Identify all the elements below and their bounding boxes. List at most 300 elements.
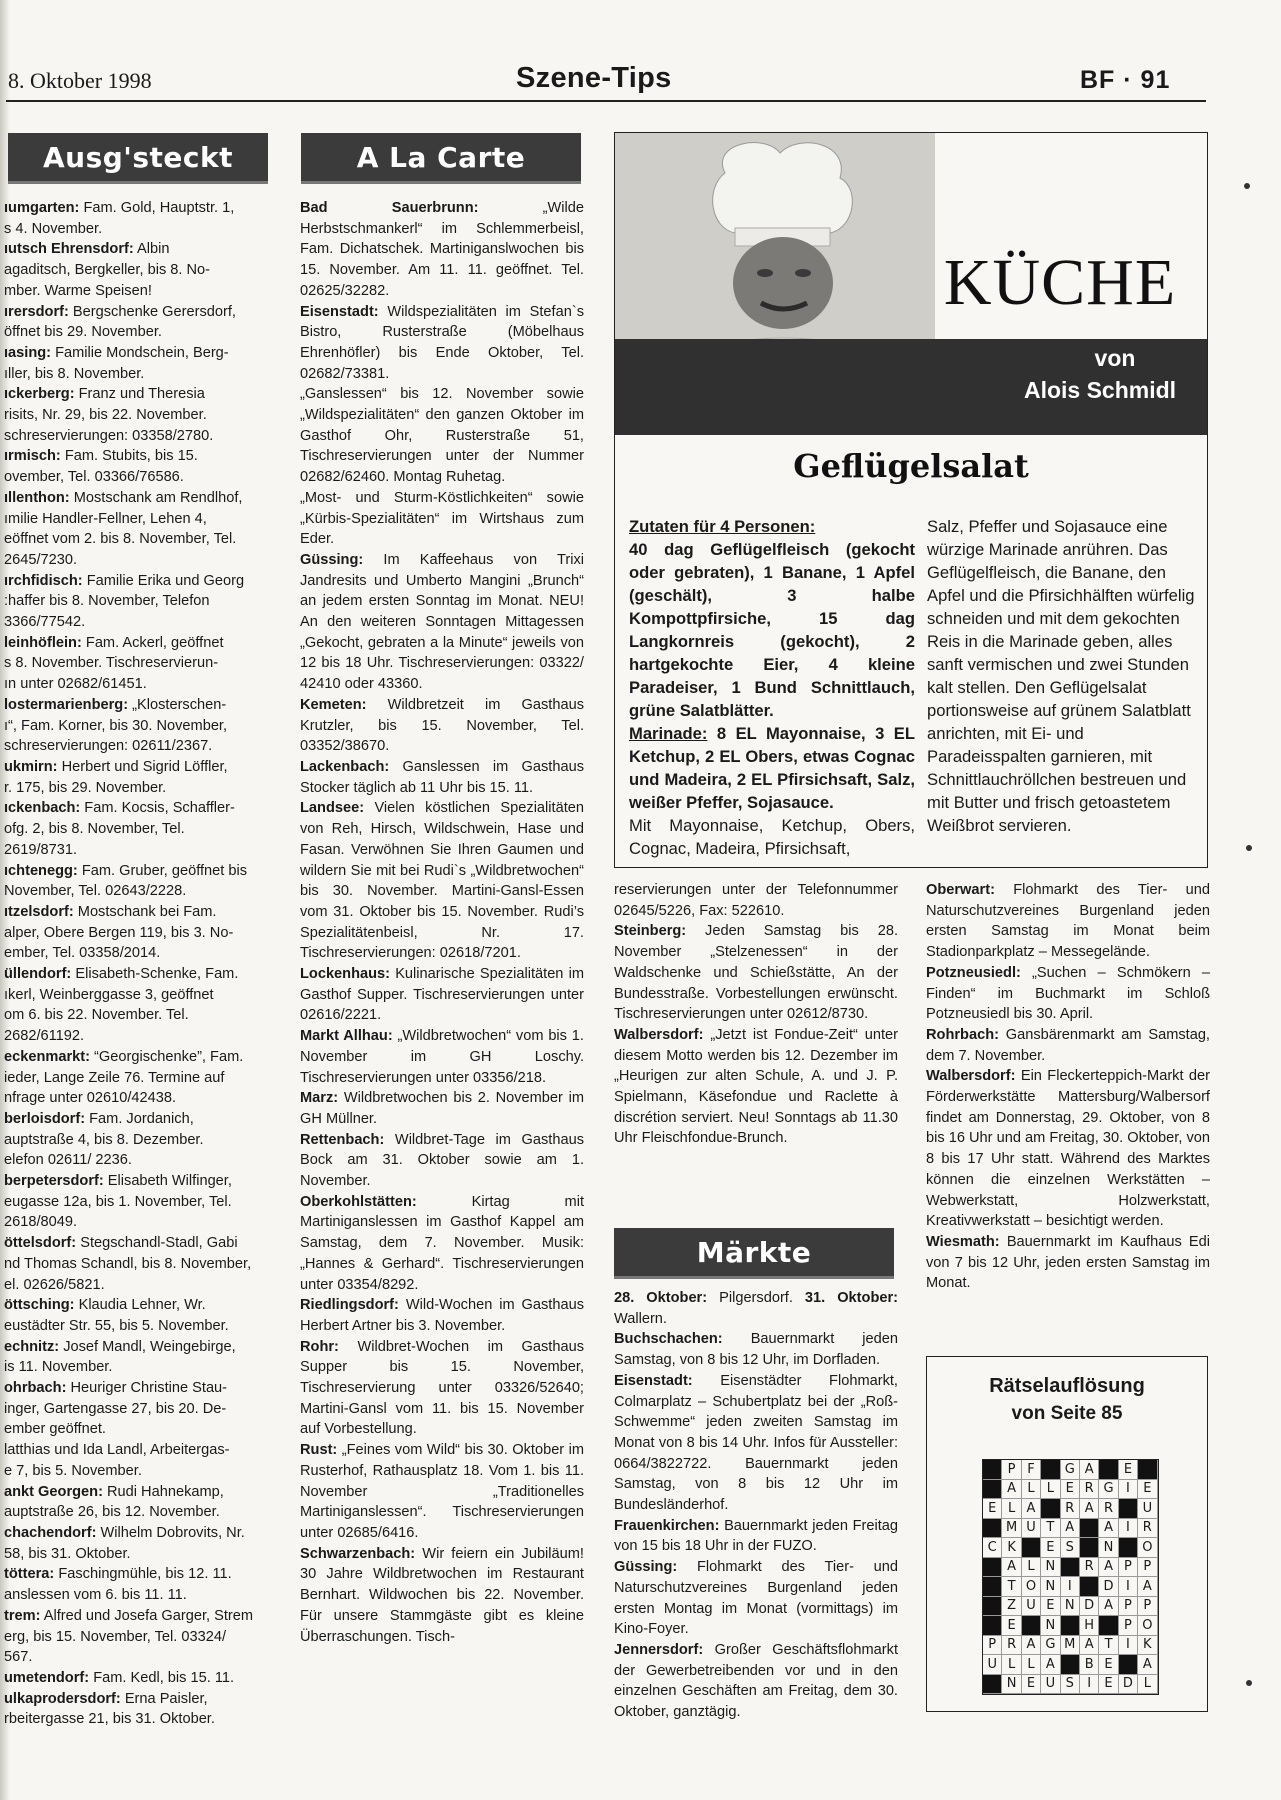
place-name: trem: (4, 1607, 41, 1624)
carte-entry (300, 798, 584, 964)
letter-cell: A (1041, 1655, 1060, 1675)
entry-text: „Most- und Sturm-Köstlichkeiten“ sowie „Kürbis-Spezialitäten“ im Wirtshaus zum Eder. (300, 489, 584, 548)
ausgsteckt-line (4, 1337, 272, 1358)
ausgsteckt-line (4, 488, 272, 509)
section-heading-maerkte: Märkte (614, 1228, 894, 1276)
place-name: Oberkohlstätten: (300, 1193, 417, 1210)
letter-cell: E (1041, 1597, 1060, 1617)
ausgsteckt-line (4, 1233, 272, 1254)
place-name: ırersdorf: (4, 303, 69, 320)
letter-cell: P (1002, 1460, 1021, 1480)
ausgsteckt-line (4, 384, 272, 405)
ausgsteckt-line (4, 1378, 272, 1399)
entry-text: agaditsch, Bergkeller, bis 8. No- (4, 262, 211, 279)
ausgsteckt-line (4, 219, 272, 240)
letter-cell: E (1138, 1480, 1157, 1500)
black-cell (983, 1675, 1002, 1695)
ausgsteckt-line (4, 1212, 272, 1233)
place-name: Eisenstadt: (614, 1372, 693, 1389)
letter-cell: L (1041, 1480, 1060, 1500)
entry-text: Elisabeth Wilfinger, (103, 1173, 232, 1190)
place-name: berloisdorf: (4, 1110, 86, 1127)
ausgsteckt-line (4, 612, 272, 633)
place-name: Rust: (300, 1442, 338, 1459)
ausgsteckt-line (4, 1295, 272, 1316)
place-name: öttelsdorf: (4, 1235, 77, 1252)
entry-text: „Feines vom Wild“ bis 30. Oktober im Rusterhof, Rathausplatz 18. Vom 1. bis 11. November „Traditionelles Martiniganslessen“. Tischreservierungen unter 02685/6416. (300, 1442, 584, 1541)
ingredients-list: 40 dag Geflügelfleisch (gekocht oder gebraten), 1 Banane, 1 Apfel (geschält), 3 halbe Kompottpfirsiche, 15 dag Langkornreis (gekocht), 2 hartgekochte Eier, 4 kleine Paradeiser, 1 Bund Schnittlauch, grüne Salatblätter. (629, 540, 915, 720)
letter-cell: G (1041, 1636, 1060, 1656)
market-entry (614, 1329, 898, 1370)
entry-text: eustädter Str. 55, bis 5. November. (4, 1317, 229, 1334)
letter-cell: D (1099, 1577, 1118, 1597)
entry-text: Wir feiern ein Jubiläum! 30 Jahre Wildbretwochen im Restaurant Bernhart. Wildwochen bis 22. November. Für unsere Stammgäste gibt es kleine Überraschungen. Tisch- (300, 1545, 584, 1645)
ausgsteckt-line (4, 902, 272, 923)
entry-text: ovember, Tel. 03366/76586. (4, 469, 184, 486)
maerkte-column (614, 1288, 898, 1723)
entry-text: 567. (4, 1649, 33, 1666)
ausgsteckt-line (4, 1419, 272, 1440)
place-name: ukmirn: (4, 758, 58, 775)
letter-cell: N (1061, 1597, 1080, 1617)
entry-text: ıller, bis 8. November. (4, 365, 145, 382)
place-name: ıtzelsdorf: (4, 903, 74, 920)
carte-entry (300, 964, 584, 1026)
black-cell (983, 1460, 1002, 1480)
entry-text: 2645/7230. (4, 551, 78, 568)
place-name: ıckenbach: (4, 800, 81, 817)
ausgsteckt-line (4, 509, 272, 530)
place-name: Jennersdorf: (614, 1641, 704, 1658)
place-name: Lackenbach: (300, 758, 390, 775)
entry-text: erg, bis 15. November, Tel. 03324/ (4, 1628, 227, 1645)
market-entry (614, 1288, 898, 1329)
ausgsteckt-line (4, 198, 272, 219)
ausgsteckt-line (4, 1068, 272, 1089)
black-cell (1080, 1577, 1099, 1597)
entry-text: Bauernmarkt jeden Samstag, von 8 bis 12 Uhr, im Dorfladen. (614, 1331, 898, 1369)
entry-text: risits, Nr. 29, bis 22. November. (4, 407, 207, 424)
ausgsteckt-line (4, 1005, 272, 1026)
entry-text: Fam. Jordanich, (85, 1110, 194, 1127)
letter-cell: N (1099, 1538, 1118, 1558)
carte-entry (614, 921, 898, 1025)
entry-text: Familie Mondschein, Berg- (51, 344, 229, 361)
letter-cell: A (1099, 1558, 1118, 1578)
puzzle-title: Rätselauflösung (989, 1375, 1145, 1397)
method-right: Salz, Pfeffer und Sojasauce eine würzige Marinade anrühren. Das Geflügelfleisch, die Banane, den Apfel und die Pfirsichhälften würfelig schneiden und mit dem gekochten Reis in die Marinade geben, alles sanft vermischen und zwei Stunden kalt stellen. Den Geflügelsalat portionsweise auf grünem Salatblatt anrichten, mit Ei- und Paradeisspalten garnieren, mit Schnittlauchröllchen bestreuen und mit Butter und frisch getoastetem Weißbrot servieren. (927, 517, 1195, 835)
ausgsteckt-line (4, 653, 272, 674)
letter-cell: K (1002, 1538, 1021, 1558)
entry-text: Wild-Wochen im Gasthaus Herbert Artner bis 3. November. (300, 1297, 584, 1334)
ausgsteckt-line (4, 943, 272, 964)
place-name: lostermarienberg: (4, 696, 129, 713)
letter-cell: A (1080, 1636, 1099, 1656)
ausgsteckt-line (4, 529, 272, 550)
entry-text: Ein Fleckerteppich-Markt der Förderwerkstätte Mattersburg/Walbersorf findet am Donnerstag, 29. Oktober, von 8 bis 16 Uhr und am Freitag, 30. Oktober, von 8 bis 17 Uhr statt. Während des Marktes können die einzelnen Werkstätten – Webwerkstatt, Holzwerkstatt, Kreativwerkstatt – besichtigt werden. (926, 1068, 1210, 1230)
letter-cell: D (1119, 1675, 1138, 1695)
entry-text: ieder, Lange Zeile 76. Termine auf (4, 1069, 225, 1086)
ausgsteckt-line (4, 1564, 272, 1585)
entry-text: Wildspezialitäten im Stefan`s Bistro, Rusterstraße (Möbelhaus Ehrenhöfler) bis Ende Oktober, Tel. 02682/73381. (300, 303, 584, 382)
entry-text: nfrage unter 02610/42438. (4, 1090, 177, 1107)
letter-cell: E (1099, 1675, 1118, 1695)
author-von: von (1094, 345, 1136, 371)
black-cell (983, 1558, 1002, 1578)
place-name: ırchfidisch: (4, 572, 83, 589)
margin-mark (1246, 1680, 1252, 1686)
entry-text: „Suchen – Schmökern – Finden“ im Buchmarkt im Schloß Potzneusiedl bis 30. April. (926, 964, 1210, 1023)
black-cell (1061, 1655, 1080, 1675)
place-name: chachendorf: (4, 1525, 97, 1541)
letter-cell: E (983, 1499, 1002, 1519)
place-name: töttera: (4, 1566, 55, 1583)
ausgsteckt-line (4, 1502, 272, 1523)
ausgsteckt-line (4, 1275, 272, 1296)
letter-cell: R (1002, 1636, 1021, 1656)
entry-text: ember geöffnet. (4, 1421, 106, 1438)
entry-text: Bauernmarkt im Kaufhaus Edi von 7 bis 12 Uhr, jeden ersten Samstag im Monat. (926, 1233, 1210, 1292)
ausgsteckt-line (4, 1689, 272, 1710)
place-name: Walbersdorf: (614, 1026, 704, 1043)
place-name: berpetersdorf: (4, 1173, 104, 1190)
entry-text: Wildbret-Wochen im Gasthaus Supper bis 15. November, Tischreservierung unter 03326/52640; Martini-Gansl vom 11. bis 15. November auf Vorbestellung. (300, 1338, 584, 1438)
marinade-list: 8 EL Mayonnaise, 3 EL Ketchup, 2 EL Obers, etwas Cognac und Madeira, 2 EL Pfirsichsaft, Salz, weißer Pfeffer, Sojasauce. (629, 724, 915, 812)
entry-text: auptstraße 26, bis 12. November. (4, 1504, 220, 1521)
place-name: ulkaprodersdorf: (4, 1690, 121, 1707)
market-entry (614, 1557, 898, 1640)
ausgsteckt-line (4, 1544, 272, 1565)
ausgsteckt-column (4, 198, 272, 1730)
entry-text: ın unter 02682/61451. (4, 676, 147, 693)
place-name: Rohr: (300, 1338, 339, 1355)
letter-cell: I (1119, 1480, 1138, 1500)
letter-cell: I (1119, 1519, 1138, 1539)
entry-text: schreservierungen: 02611/2367. (4, 738, 213, 755)
entry-text: „Klosterschen- (128, 696, 227, 713)
place-name: ıchtenegg: (4, 862, 78, 879)
ausgsteckt-line (4, 923, 272, 944)
entry-text: el. 02626/5821. (4, 1276, 105, 1293)
ausgsteckt-line (4, 302, 272, 323)
letter-cell: A (1080, 1460, 1099, 1480)
ausgsteckt-line (4, 1171, 272, 1192)
place-name: 31. Oktober: (804, 1290, 899, 1306)
place-name: Güssing: (614, 1559, 678, 1576)
letter-cell: A (1022, 1499, 1041, 1519)
letter-cell: A (1080, 1499, 1099, 1519)
entry-text: Ganslessen im Gasthaus Stocker täglich ab 11 Uhr bis 15. 11. (300, 758, 584, 796)
crossword-grid (982, 1459, 1159, 1695)
puzzle-solution-box (926, 1356, 1208, 1712)
entry-text: rbeitergasse 21, bis 31. Oktober. (4, 1711, 215, 1728)
carte-entry (300, 1295, 584, 1336)
entry-text: reservierungen unter der Telefonnummer 02645/5226, Fax: 522610. (614, 882, 898, 919)
letter-cell: I (1119, 1636, 1138, 1656)
letter-cell: P (1119, 1616, 1138, 1636)
letter-cell: U (1022, 1519, 1041, 1539)
market-entry (926, 1025, 1210, 1066)
letter-cell: N (1041, 1558, 1060, 1578)
entry-text: s 8. November. Tischreservierun- (4, 655, 219, 672)
carte-entry (300, 1440, 584, 1544)
ausgsteckt-line (4, 446, 272, 467)
place-name: Schwarzenbach: (300, 1545, 416, 1562)
letter-cell: I (1119, 1577, 1138, 1597)
carte-entry (300, 302, 584, 385)
entry-text: anslessen vom 6. bis 11. 11. (4, 1587, 187, 1604)
letter-cell: E (1099, 1655, 1118, 1675)
place-name: Walbersdorf: (926, 1068, 1016, 1085)
entry-text: r. 175, bis 29. November. (4, 779, 167, 796)
letter-cell: K (1138, 1636, 1157, 1656)
letter-cell: E (1022, 1675, 1041, 1695)
letter-cell: P (983, 1636, 1002, 1656)
carte-entry (300, 695, 584, 757)
ausgsteckt-line (4, 1709, 272, 1730)
maerkte-column-right (926, 880, 1210, 1294)
entry-text: Fam. Gruber, geöffnet bis (77, 862, 248, 879)
entry-text: „Jetzt ist Fondue-Zeit“ unter diesem Motto werden bis 12. Dezember im „Heurigen zur alten Schule, A. und J. P. Spielmann, Käsefondue und Raclette à discrétion serviert. Neu! Sonntags ab 11.30 Uhr Fleischfondue-Brunch. (614, 1026, 898, 1147)
entry-text: Albin (133, 241, 170, 258)
place-name: Oberwart: (926, 882, 995, 898)
letter-cell: Z (1002, 1597, 1021, 1617)
entry-text: „Wilde Herbstschmankerl“ im Schlemmerbeisl, Fam. Dichatschek. Martiniganslwochen bis 15. November. Am 11. 11. geöffnet. Tel. 02625/32282. (300, 200, 584, 299)
ausgsteckt-line (4, 861, 272, 882)
entry-text: Stegschandl-Stadl, Gabi (76, 1235, 238, 1252)
letter-cell: L (1002, 1499, 1021, 1519)
place-name: Wiesmath: (926, 1233, 1000, 1250)
entry-text: nd Thomas Schandl, bis 8. November, (4, 1255, 252, 1272)
a-la-carte-column (300, 198, 584, 1647)
carte-entry (300, 1026, 584, 1088)
ausgsteckt-line (4, 343, 272, 364)
black-cell (1080, 1519, 1099, 1539)
entry-text: Vielen köstlichen Spezialitäten von Reh, Hirsch, Wildschwein, Hase und Fasan. Verwöhnen Sie Ihren Gaumen und wildern Sie mit bei Rudi`s „Wildbretwochen“ bis 30. November. Martini-Gansl-Essen vom 31. Oktober bis 15. November. Rudi’s Spezialitätenbeisl, Nr. 17. Tischreservierungen: 02618/7201. (300, 800, 584, 962)
letter-cell: E (1061, 1480, 1080, 1500)
letter-cell: L (1022, 1655, 1041, 1675)
letter-cell: M (1002, 1519, 1021, 1539)
letter-cell: T (1041, 1519, 1060, 1539)
entry-text: schreservierungen: 03358/2780. (4, 427, 214, 444)
entry-text: November, Tel. 02643/2228. (4, 883, 187, 900)
letter-cell: G (1061, 1460, 1080, 1480)
ausgsteckt-line (4, 260, 272, 281)
place-name: öttsching: (4, 1297, 75, 1314)
author-name: Alois Schmidl (1023, 377, 1177, 403)
ausgsteckt-line (4, 364, 272, 385)
market-entry (926, 963, 1210, 1025)
letter-cell: R (1138, 1519, 1157, 1539)
recipe-box (614, 132, 1208, 868)
place-name: Riedlingsdorf: (300, 1297, 399, 1314)
carte-entry (300, 1130, 584, 1192)
place-name: ıckerberg: (4, 386, 75, 403)
place-name: Marz: (300, 1090, 339, 1107)
place-name: ıllenthon: (4, 489, 70, 506)
ausgsteckt-line (4, 239, 272, 260)
ausgsteckt-line (4, 695, 272, 716)
entry-text: Pilgersdorf. (707, 1290, 805, 1306)
black-cell (1119, 1655, 1138, 1675)
letter-cell: O (1138, 1538, 1157, 1558)
place-name: umetendorf: (4, 1669, 90, 1686)
black-cell (1138, 1460, 1157, 1480)
entry-text: Bauernmarkt jeden Freitag von 15 bis 18 Uhr in der FUZO. (614, 1517, 898, 1555)
entry-text: Fam. Kocsis, Schaffler- (80, 800, 235, 817)
letter-cell: U (1041, 1675, 1060, 1695)
ausgsteckt-line (4, 964, 272, 985)
letter-cell: F (1022, 1460, 1041, 1480)
letter-cell: N (1041, 1616, 1060, 1636)
entry-text: eöffnet vom 2. bis 8. November, Tel. (4, 531, 237, 548)
black-cell (1041, 1499, 1060, 1519)
black-cell (1061, 1616, 1080, 1636)
letter-cell: R (1061, 1499, 1080, 1519)
place-name: Markt Allhau: (300, 1028, 393, 1045)
entry-text: 2682/61192. (4, 1028, 85, 1045)
carte-entry (300, 198, 584, 302)
ausgsteckt-line (4, 1440, 272, 1461)
entry-text: is 11. November. (4, 1359, 113, 1376)
market-entry (614, 1516, 898, 1557)
place-name: ohrbach: (4, 1380, 67, 1397)
letter-cell: R (1080, 1558, 1099, 1578)
place-name: 28. Oktober: (614, 1290, 708, 1306)
letter-cell: M (1061, 1636, 1080, 1656)
recipe-method (927, 515, 1195, 837)
entry-text: Klaudia Lehner, Wr. (74, 1297, 206, 1314)
letter-cell: P (1138, 1597, 1157, 1617)
entry-text: 2618/8049. (4, 1214, 78, 1231)
ausgsteckt-line (4, 550, 272, 571)
entry-text: mber. Warme Speisen! (4, 282, 152, 299)
entry-text: ımilie Handler-Fellner, Lehen 4, (4, 510, 207, 527)
market-entry (926, 880, 1210, 963)
letter-cell: P (1119, 1597, 1138, 1617)
entry-text: Großer Geschäftsflohmarkt der Gewerbetreibenden vor und in den einzelnen Geschäften am Freitag, dem 30. Oktober, ganztägig. (614, 1641, 898, 1721)
black-cell (1061, 1558, 1080, 1578)
entry-text: Alfred und Josefa Garger, Strem (40, 1607, 254, 1624)
letter-cell: O (1022, 1577, 1041, 1597)
header-rule (6, 100, 1206, 102)
entry-text: Wallern. (614, 1310, 667, 1327)
ausgsteckt-line (4, 1627, 272, 1648)
ausgsteckt-line (4, 1130, 272, 1151)
black-cell (1119, 1499, 1138, 1519)
letter-cell: A (1022, 1636, 1041, 1656)
place-name: Rohrbach: (926, 1026, 999, 1043)
entry-text: latthias und Ida Landl, Arbeitergas- (4, 1442, 230, 1459)
place-name: Güssing: (300, 551, 364, 568)
entry-text: ıkerl, Weinberggasse 3, geöffnet (4, 986, 214, 1003)
ausgsteckt-line (4, 1668, 272, 1689)
letter-cell: C (983, 1538, 1002, 1558)
letter-cell: E (1041, 1538, 1060, 1558)
entry-text: Wilhelm Dobrovits, Nr. (96, 1525, 245, 1541)
place-name: ankt Georgen: (4, 1483, 103, 1500)
page-number: BF · 91 (1080, 66, 1171, 94)
entry-text: Kulinarische Spezialitäten im Gasthof Supper. Tischreservierungen unter 02616/2221. (300, 966, 584, 1024)
letter-cell: I (1080, 1675, 1099, 1695)
place-name: Buchschachen: (614, 1331, 723, 1348)
letter-cell: N (1002, 1675, 1021, 1695)
entry-text: Wildbret-Tage im Gasthaus Bock am 31. Oktober sowie am 1. November. (300, 1131, 584, 1190)
letter-cell: P (1119, 1558, 1138, 1578)
black-cell (1099, 1616, 1118, 1636)
recipe-title: Geflügelsalat (793, 447, 1029, 485)
ingredients-heading: Zutaten für 4 Personen: (629, 517, 816, 536)
entry-text: s 4. November. (4, 220, 103, 237)
letter-cell: H (1080, 1616, 1099, 1636)
letter-cell: S (1061, 1675, 1080, 1695)
entry-text: Fam. Gold, Hauptstr. 1, (79, 200, 235, 216)
letter-cell: I (1061, 1577, 1080, 1597)
column-title-kueche: KÜCHE (943, 246, 1177, 319)
black-cell (1099, 1460, 1118, 1480)
entry-text: Fam. Kedl, bis 15. 11. (89, 1669, 235, 1686)
entry-text: Kirtag mit Martiniganslessen im Gasthof Kappel am Samstag, dem 7. November. Musik: „Hannes & Gerhard“. Tischreservierungen unter 03354/8292. (300, 1193, 584, 1293)
place-name: Steinberg: (614, 923, 687, 940)
place-name: Bad Sauerbrunn: (300, 200, 479, 216)
letter-cell: A (1002, 1558, 1021, 1578)
ausgsteckt-line (4, 1523, 272, 1544)
black-cell (983, 1597, 1002, 1617)
entry-text: Mostschank am Rendlhof, (69, 489, 243, 506)
letter-cell: N (1041, 1577, 1060, 1597)
entry-text: ı“, Fam. Korner, bis 30. November, (4, 717, 228, 734)
method-left: Mit Mayonnaise, Ketchup, Obers, Cognac, Madeira, Pfirsichsaft, (629, 816, 915, 858)
entry-text: Faschingmühle, bis 12. 11. (54, 1566, 232, 1583)
letter-cell: U (983, 1655, 1002, 1675)
black-cell (983, 1616, 1002, 1636)
page-title: Szene-Tips (516, 62, 672, 94)
black-cell (1022, 1538, 1041, 1558)
ausgsteckt-line (4, 757, 272, 778)
entry-text: Wildbretzeit im Gasthaus Krutzler, bis 15. November, Tel. 03352/38670. (300, 696, 584, 755)
ausgsteckt-line (4, 1047, 272, 1068)
issue-date: 8. Oktober 1998 (8, 68, 152, 93)
market-entry (926, 1066, 1210, 1232)
entry-text: Josef Mandl, Weingebirge, (59, 1338, 236, 1355)
letter-cell: L (1022, 1480, 1041, 1500)
entry-text: 3366/77542. (4, 614, 86, 631)
entry-text: :haffer bis 8. November, Telefon (4, 593, 210, 610)
entry-text: inger, Gartengasse 27, bis 20. De- (4, 1400, 227, 1417)
letter-cell: R (1080, 1480, 1099, 1500)
ausgsteckt-line (4, 1606, 272, 1627)
ausgsteckt-line (4, 819, 272, 840)
ausgsteckt-line (4, 1482, 272, 1503)
ausgsteckt-line (4, 322, 272, 343)
entry-text: Gansbärenmarkt am Samstag, dem 7. November. (926, 1026, 1210, 1064)
place-name: Lockenhaus: (300, 966, 391, 983)
market-entry (614, 1371, 898, 1516)
entry-text: Fam. Stubits, bis 15. (60, 448, 198, 465)
letter-cell: U (1138, 1499, 1157, 1519)
black-cell (983, 1480, 1002, 1500)
carte-entry (300, 1192, 584, 1296)
letter-cell: A (1138, 1655, 1157, 1675)
market-entry (614, 1640, 898, 1723)
place-name: Rettenbach: (300, 1131, 385, 1148)
entry-text: öffnet bis 29. November. (4, 324, 162, 341)
letter-cell: T (1002, 1577, 1021, 1597)
ausgsteckt-line (4, 736, 272, 757)
ausgsteckt-line (4, 798, 272, 819)
carte-entry (300, 384, 584, 488)
margin-mark (1246, 845, 1252, 851)
